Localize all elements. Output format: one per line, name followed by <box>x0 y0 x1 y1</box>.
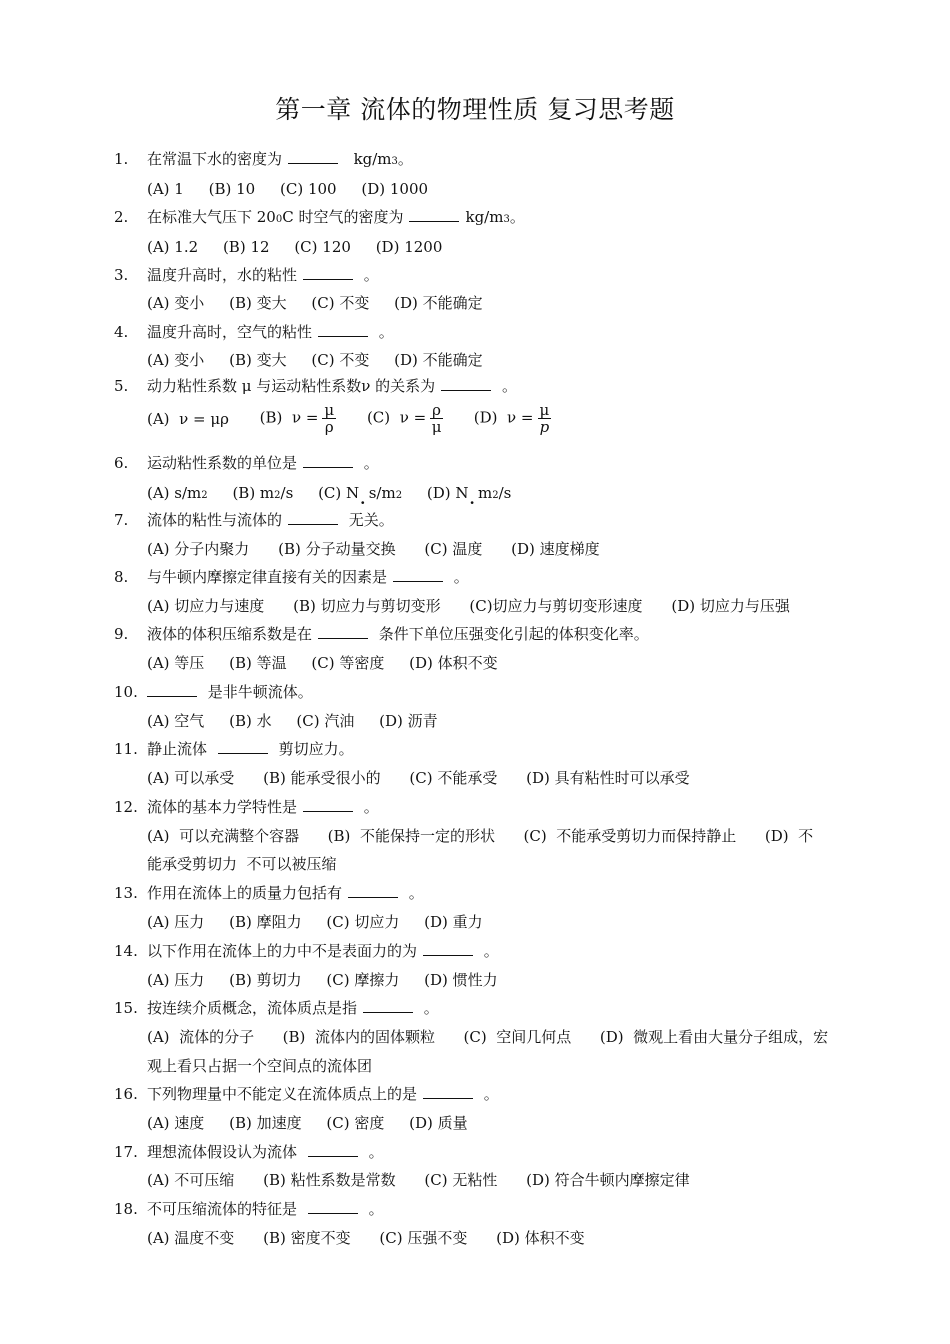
answer-blank <box>308 1199 358 1214</box>
options-line-continued: 观上看只占据一个空间点的流体团 <box>147 1057 373 1075</box>
option-label: (A) <box>147 409 170 428</box>
formula-lhs: ν = <box>291 408 319 427</box>
question-number: 16. <box>114 1085 138 1103</box>
question-text <box>147 322 394 342</box>
option-c: (C) 120 <box>294 238 351 256</box>
options-line <box>147 179 448 199</box>
option-a: (A) 变小 <box>147 294 205 312</box>
option-c: (C)切应力与剪切变形速度 <box>469 597 643 615</box>
option-d <box>427 483 512 506</box>
answer-blank <box>393 567 443 582</box>
option-a <box>147 483 208 506</box>
option-d: (D) 不能确定 <box>394 294 483 312</box>
option-c: (C) 温度 <box>424 540 483 558</box>
question-stem-cont: C 时空气的密度为 <box>282 208 404 226</box>
question-text <box>147 998 439 1018</box>
option-text-mid: m <box>478 484 493 502</box>
question-number: 1. <box>114 150 129 168</box>
option-b: (B) 分子动量交换 <box>278 540 396 558</box>
question-stem: 按连续介质概念，流体质点是指 <box>147 999 358 1017</box>
option-d: (D) 不能确定 <box>394 351 483 369</box>
page-title: 第一章 流体的物理性质 复习思考题 <box>275 95 675 124</box>
option-c <box>318 483 402 506</box>
option-a: (A) 变小 <box>147 351 205 369</box>
option-text-end: /s <box>280 484 294 502</box>
option-a: (A) 切应力与速度 <box>147 597 265 615</box>
formula-lhs: ν = <box>399 408 427 427</box>
option-a: (A) 等压 <box>147 654 205 672</box>
question-number: 4. <box>114 323 129 341</box>
option-b <box>260 402 337 435</box>
option-b: (B) 10 <box>208 180 256 198</box>
answer-blank <box>423 1084 473 1099</box>
option-d: (D) 符合牛顿内摩擦定律 <box>526 1171 690 1189</box>
question-number: 17. <box>114 1143 138 1161</box>
option-d: (D) 具有粘性时可以承受 <box>526 769 690 787</box>
options-line <box>147 483 531 506</box>
options-line <box>147 237 462 257</box>
unit-exponent: 2 <box>492 490 499 501</box>
question-number: 9. <box>114 625 129 643</box>
option-a: (A) 分子内聚力 <box>147 540 250 558</box>
options-line <box>147 350 503 370</box>
answer-blank <box>308 1142 358 1157</box>
answer-blank <box>288 149 338 164</box>
option-d: (D) 质量 <box>409 1114 468 1132</box>
option-b: (B) 摩阻力 <box>229 913 302 931</box>
math-options-line <box>147 402 577 435</box>
end-mark: 。 <box>483 1085 499 1103</box>
options-line <box>147 912 503 932</box>
question-text <box>147 376 517 396</box>
options-line: (A) 可以充满整个容器 (B) 不能保持一定的形状 (C) 不能承受剪切力而保持静止 (D) 不 <box>147 827 814 845</box>
end-mark: 。 <box>363 798 379 816</box>
question-number: 15. <box>114 999 138 1017</box>
option-c: (C) 不能承受 <box>409 769 498 787</box>
end-mark: 。 <box>408 884 424 902</box>
option-label: (B) <box>259 408 283 427</box>
multiply-dot <box>359 484 369 502</box>
question-stem: 动力粘性系数 μ 与运动粘性系数ν 的关系为 <box>147 377 436 395</box>
option-d: (D) 惯性力 <box>424 971 498 989</box>
question-number: 12. <box>114 798 138 816</box>
question-stem-end: 是非牛顿流体。 <box>207 683 313 701</box>
option-a: (A) 可以承受 <box>147 769 235 787</box>
answer-blank <box>218 739 268 754</box>
answer-blank <box>318 624 368 639</box>
question-stem-end: 条件下单位压强变化引起的体积变化率。 <box>378 625 649 643</box>
question-stem: 液体的体积压缩系数是在 <box>147 625 313 643</box>
end-mark: 。 <box>483 942 499 960</box>
question-number: 18. <box>114 1200 138 1218</box>
options-line <box>147 711 458 731</box>
option-b: (B) 能承受很小的 <box>263 769 381 787</box>
question-text <box>147 1084 499 1104</box>
question-stem: 作用在流体上的质量力包括有 <box>147 884 343 902</box>
option-b: (B) 切应力与剪切变形 <box>293 597 441 615</box>
option-formula: ν = μρ <box>179 409 229 428</box>
option-text-mid: s/m <box>368 484 396 502</box>
question-text <box>147 265 379 285</box>
end-mark: 。 <box>368 1200 384 1218</box>
option-a: (A) 不可压缩 <box>147 1171 235 1189</box>
answer-blank <box>303 797 353 812</box>
option-d: (D) 沥青 <box>379 712 438 730</box>
option-text: (B) m <box>232 484 275 502</box>
option-a: (A) 1.2 <box>147 238 199 256</box>
option-b: (B) 12 <box>222 238 270 256</box>
end-mark: 。 <box>509 208 525 226</box>
question-stem: 静止流体 <box>147 740 208 758</box>
question-stem: 温度升高时，空气的粘性 <box>147 323 313 341</box>
question-text <box>147 510 394 530</box>
fraction <box>322 402 336 435</box>
options-line <box>147 1170 710 1190</box>
options-line <box>147 293 503 313</box>
question-text <box>147 453 379 473</box>
option-a: (A) 速度 <box>147 1114 205 1132</box>
question-number: 6. <box>114 454 129 472</box>
question-stem: 温度升高时，水的粘性 <box>147 266 298 284</box>
option-c: (C) 等密度 <box>311 654 385 672</box>
question-text <box>147 883 424 903</box>
option-label: (D) <box>473 408 498 427</box>
answer-blank <box>303 453 353 468</box>
unit-text: kg/m <box>465 208 504 226</box>
option-a: (A) 1 <box>147 180 184 198</box>
option-b: (B) 变大 <box>229 294 287 312</box>
question-text <box>147 797 379 817</box>
option-a: (A) 压力 <box>147 913 205 931</box>
options-line <box>147 596 810 616</box>
question-stem-end: 无关。 <box>348 511 394 529</box>
question-number: 10. <box>114 683 138 701</box>
end-mark: 。 <box>378 323 394 341</box>
options-line <box>147 539 624 559</box>
fraction <box>430 402 443 435</box>
options-line <box>147 1113 488 1133</box>
answer-blank <box>147 682 197 697</box>
option-d: (D) 1000 <box>361 180 429 198</box>
option-b: (B) 水 <box>229 712 272 730</box>
option-text: (A) s/m <box>147 484 202 502</box>
question-text <box>147 567 469 587</box>
option-d: (D) 重力 <box>424 913 483 931</box>
unit-exponent: 3 <box>391 156 398 167</box>
option-a: (A) 温度不变 <box>147 1229 235 1247</box>
option-c <box>367 402 443 435</box>
option-c: (C) 不变 <box>311 351 370 369</box>
numerator: μ <box>324 401 335 419</box>
option-b: (B) 剪切力 <box>229 971 302 989</box>
option-c: (C) 密度 <box>326 1114 385 1132</box>
answer-blank <box>423 941 473 956</box>
denominator: p <box>539 418 550 436</box>
option-d: (D) 1200 <box>375 238 443 256</box>
question-number: 11. <box>114 740 138 758</box>
numerator: ρ <box>432 401 441 419</box>
question-text <box>147 682 313 702</box>
options-line <box>147 768 710 788</box>
question-stem: 流体的基本力学特性是 <box>147 798 298 816</box>
question-stem: 在标准大气压下 20 <box>147 208 276 226</box>
option-b: (B) 粘性系数是常数 <box>263 1171 396 1189</box>
question-stem: 在常温下水的密度为 <box>147 150 283 168</box>
denominator: ρ <box>324 418 334 436</box>
option-a: (A) 空气 <box>147 712 205 730</box>
end-mark: 。 <box>368 1143 384 1161</box>
option-label: (C) <box>366 408 391 427</box>
question-number: 3. <box>114 266 129 284</box>
question-number: 8. <box>114 568 129 586</box>
question-text <box>147 624 649 644</box>
multiply-dot <box>468 484 478 502</box>
option-c: (C) 摩擦力 <box>326 971 400 989</box>
question-stem: 下列物理量中不能定义在流体质点上的是 <box>147 1085 418 1103</box>
answer-blank <box>348 883 398 898</box>
question-stem: 以下作用在流体上的力中不是表面力的为 <box>147 942 418 960</box>
option-b: (B) 加速度 <box>229 1114 302 1132</box>
answer-blank <box>318 322 368 337</box>
question-text <box>147 1199 384 1219</box>
question-text <box>147 1142 384 1162</box>
option-b: (B) 等温 <box>229 654 287 672</box>
option-d: (D) 体积不变 <box>409 654 498 672</box>
answer-blank <box>288 510 338 525</box>
question-number: 2. <box>114 208 129 226</box>
option-d: (D) 体积不变 <box>496 1229 585 1247</box>
question-number: 7. <box>114 511 129 529</box>
question-text <box>147 941 499 961</box>
question-stem: 理想流体假设认为流体 <box>147 1143 298 1161</box>
option-text: (C) N <box>318 484 360 502</box>
option-text: (D) N <box>426 484 469 502</box>
numerator: μ <box>539 401 550 419</box>
end-mark: 。 <box>423 999 439 1017</box>
option-d <box>474 402 552 435</box>
question-stem: 与牛顿内摩擦定律直接有关的因素是 <box>147 568 388 586</box>
option-c: (C) 压强不变 <box>379 1229 468 1247</box>
answer-blank <box>441 376 491 391</box>
question-text <box>147 149 413 172</box>
option-c: (C) 无粘性 <box>424 1171 498 1189</box>
unit-exponent: 2 <box>395 490 403 501</box>
options-line: (A) 流体的分子 (B) 流体内的固体颗粒 (C) 空间几何点 (D) 微观上看由大量分子组成，宏 <box>147 1028 829 1046</box>
option-a: (A) 压力 <box>147 971 205 989</box>
end-mark: 。 <box>453 568 469 586</box>
options-line-continued: 能承受剪切力 不可以被压缩 <box>147 855 337 873</box>
option-c: (C) 100 <box>280 180 337 198</box>
question-text <box>147 739 354 759</box>
option-a <box>147 410 229 428</box>
option-b: (B) 变大 <box>229 351 287 369</box>
question-stem: 不可压缩流体的特征是 <box>147 1200 298 1218</box>
unit-exponent: 2 <box>201 490 208 501</box>
unit-exponent: 3 <box>503 214 510 225</box>
option-text-end: /s <box>498 484 512 502</box>
option-c: (C) 汽油 <box>296 712 355 730</box>
denominator: μ <box>431 418 442 436</box>
options-line <box>147 653 518 673</box>
question-stem: 流体的粘性与流体的 <box>147 511 283 529</box>
option-d: (D) 速度梯度 <box>511 540 600 558</box>
question-number: 5. <box>114 377 129 395</box>
answer-blank <box>363 998 413 1013</box>
option-c: (C) 切应力 <box>326 913 400 931</box>
unit-text: kg/m <box>353 150 392 168</box>
question-stem-end: 剪切应力。 <box>278 740 354 758</box>
end-mark: 。 <box>363 454 379 472</box>
options-line <box>147 1228 605 1248</box>
question-number: 13. <box>114 884 138 902</box>
degree-mark: 0 <box>275 214 283 225</box>
question-number: 14. <box>114 942 138 960</box>
end-mark: 。 <box>501 377 517 395</box>
end-mark: 。 <box>397 150 413 168</box>
option-b: (B) 密度不变 <box>263 1229 351 1247</box>
answer-blank <box>409 207 459 222</box>
formula-lhs: ν = <box>507 408 534 427</box>
unit-exponent: 2 <box>274 490 281 501</box>
fraction <box>538 402 552 435</box>
options-line <box>147 970 518 990</box>
option-d: (D) 切应力与压强 <box>671 597 790 615</box>
question-text <box>147 207 525 230</box>
answer-blank <box>303 265 353 280</box>
option-b <box>232 483 293 506</box>
question-stem: 运动粘性系数的单位是 <box>147 454 298 472</box>
option-c: (C) 不变 <box>311 294 370 312</box>
end-mark: 。 <box>363 266 379 284</box>
